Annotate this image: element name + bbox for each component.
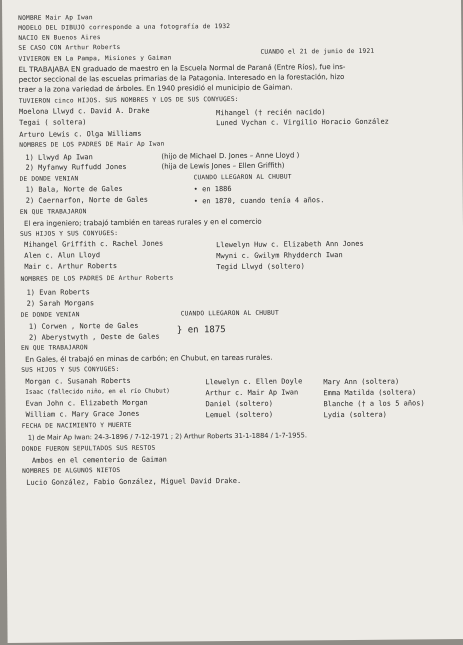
field-trabajaron: EN QUE TRABAJARON bbox=[21, 344, 88, 352]
text-line: pector seccional de las escuelas primarias de la Patagonia. Interesado en la forestación, hizo bbox=[18, 73, 345, 84]
list-item: Alen c. Alun Lloyd bbox=[24, 251, 101, 260]
list-item: Mihangel Griffith c. Rachel Jones bbox=[24, 239, 164, 249]
field-de-donde: DE DONDE VENIAN bbox=[20, 311, 80, 319]
list-item: Tegid Llwyd (soltero) bbox=[216, 262, 305, 272]
list-item: 1) Corwen , Norte de Gales bbox=[28, 321, 139, 331]
list-item: (hijo de Michael D. Jones – Anne Lloyd ) bbox=[161, 151, 300, 161]
field-hijos: TUVIERON cinco HIJOS. SUS NOMBRES Y LOS DE SUS CONYUGES: bbox=[18, 95, 239, 105]
text-line: EL TRABAJABA EN graduado de maestro en la Escuela Normal de Paraná (Entre Ríos), fue ins- bbox=[18, 63, 346, 74]
list-item: 2) Sarah Morgans bbox=[26, 299, 95, 308]
list-item: Arthur c. Mair Ap Iwan bbox=[205, 388, 299, 398]
field-trabajaron: EN QUE TRABAJARON bbox=[19, 208, 87, 216]
field-sepultados: DONDE FUERON SEPULTADOS SUS RESTOS bbox=[21, 444, 156, 453]
list-item: Isaac (fallecido niño, en el río Chubut) bbox=[25, 387, 170, 396]
list-item: Luned Vychan c. Virgilio Horacio González bbox=[216, 117, 389, 128]
list-item: • en 1886 bbox=[193, 185, 232, 194]
text-line: Ambos en el cementerio de Gaiman bbox=[31, 455, 167, 465]
field-padres-arthur: NOMBRES DE LOS PADRES DE Arthur Roberts bbox=[20, 274, 174, 283]
field-modelo: MODELO DEL DIBUJO corresponde a una fotografía de 1932 bbox=[18, 23, 231, 32]
text-line: traer a la zona variedad de árboles. En 1940 presidió el municipio de Gaiman. bbox=[18, 83, 293, 94]
list-item: Moelona Llwyd c. David A. Drake bbox=[18, 106, 150, 116]
field-padres: NOMBRES DE LOS PADRES DE Mair Ap Iwan bbox=[19, 140, 165, 149]
field-nacio: NACIO EN Buenos Aires bbox=[18, 34, 101, 42]
list-item: } en 1875 bbox=[176, 325, 226, 336]
field-nombre: NOMBRE Mair Ap Iwan bbox=[18, 14, 93, 22]
list-item: Morgan c. Susanah Roberts bbox=[25, 376, 131, 386]
field-cuando: CUANDO el 21 de junio de 1921 bbox=[260, 47, 375, 56]
field-se-caso: SE CASO CON Arthur Roberts bbox=[18, 43, 121, 52]
field-fecha: FECHA DE NACIMIENTO Y MUERTE bbox=[21, 421, 132, 430]
field-nietos: NOMBRES DE ALGUNOS NIETOS bbox=[22, 466, 121, 475]
text-line: 1) de Mair Ap Iwan: 24-3-1896 / 7-12-1971 ; 2) Arthur Roberts 31-1-1884 / 1-7-1955. bbox=[27, 431, 307, 442]
list-item: Mair c. Arthur Roberts bbox=[24, 262, 118, 271]
list-item: • en 1870, cuando tenía 4 años. bbox=[193, 196, 325, 206]
list-item: (hija de Lewis Jones – Ellen Griffith) bbox=[161, 161, 285, 171]
list-item: Evan John c. Elizabeth Morgan bbox=[25, 398, 148, 408]
list-item: Tegai ( soltera) bbox=[19, 118, 87, 127]
list-item: Lemuel (soltero) bbox=[205, 410, 274, 420]
text-line: El era ingeniero; trabajó también en tareas rurales y en el comercio bbox=[23, 217, 262, 228]
field-vivieron: VIVIERON EN La Pampa, Misiones y Gaiman bbox=[18, 54, 172, 63]
list-item: Blanche († a los 5 años) bbox=[323, 399, 425, 409]
list-item: Mihangel († recién nacido) bbox=[215, 108, 326, 118]
list-item: 1) Bala, Norte de Gales bbox=[25, 184, 123, 194]
list-item: Mary Ann (soltera) bbox=[323, 377, 400, 387]
list-item: 2) Caernarfon, Norte de Gales bbox=[25, 195, 149, 205]
field-cuando-llegaron: CUANDO LLEGARON AL CHUBUT bbox=[180, 309, 279, 318]
list-item: Llewelyn c. Ellen Doyle bbox=[205, 377, 303, 387]
field-sus-hijos: SUS HIJOS Y SUS CONYUGES: bbox=[20, 229, 119, 238]
list-item: Llewelyn Huw c. Elizabeth Ann Jones bbox=[216, 239, 364, 250]
list-item: Emma Matilda (soltera) bbox=[323, 388, 417, 398]
text-line: En Gales, él trabajó en minas de carbón; en Chubut, en tareas rurales. bbox=[25, 353, 273, 364]
list-item: Mwyni c. Gwilym Rhydderch Iwan bbox=[216, 251, 343, 261]
list-item: 2) Aberystwyth , Oeste de Gales bbox=[28, 332, 160, 342]
list-item: 1) Llwyd Ap Iwan bbox=[25, 153, 93, 162]
field-de-donde: DE DONDE VENIAN bbox=[19, 175, 79, 183]
list-item: Daniel (soltero) bbox=[205, 399, 274, 409]
text-line: Lucio González, Fabio González, Miguel David Drake. bbox=[26, 476, 242, 487]
list-item: Arturo Lewis c. Olga Williams bbox=[19, 129, 142, 139]
list-item: 1) Evan Roberts bbox=[26, 288, 90, 297]
list-item: William c. Mary Grace Jones bbox=[25, 409, 140, 419]
field-sus-hijos: SUS HIJOS Y SUS CONYUGES: bbox=[21, 365, 120, 374]
document-page bbox=[2, 0, 463, 643]
field-cuando-llegaron: CUANDO LLEGARON AL CHUBUT bbox=[193, 173, 292, 182]
list-item: 2) Myfanwy Ruffudd Jones bbox=[25, 162, 127, 172]
list-item: Lydia (soltera) bbox=[323, 410, 387, 420]
